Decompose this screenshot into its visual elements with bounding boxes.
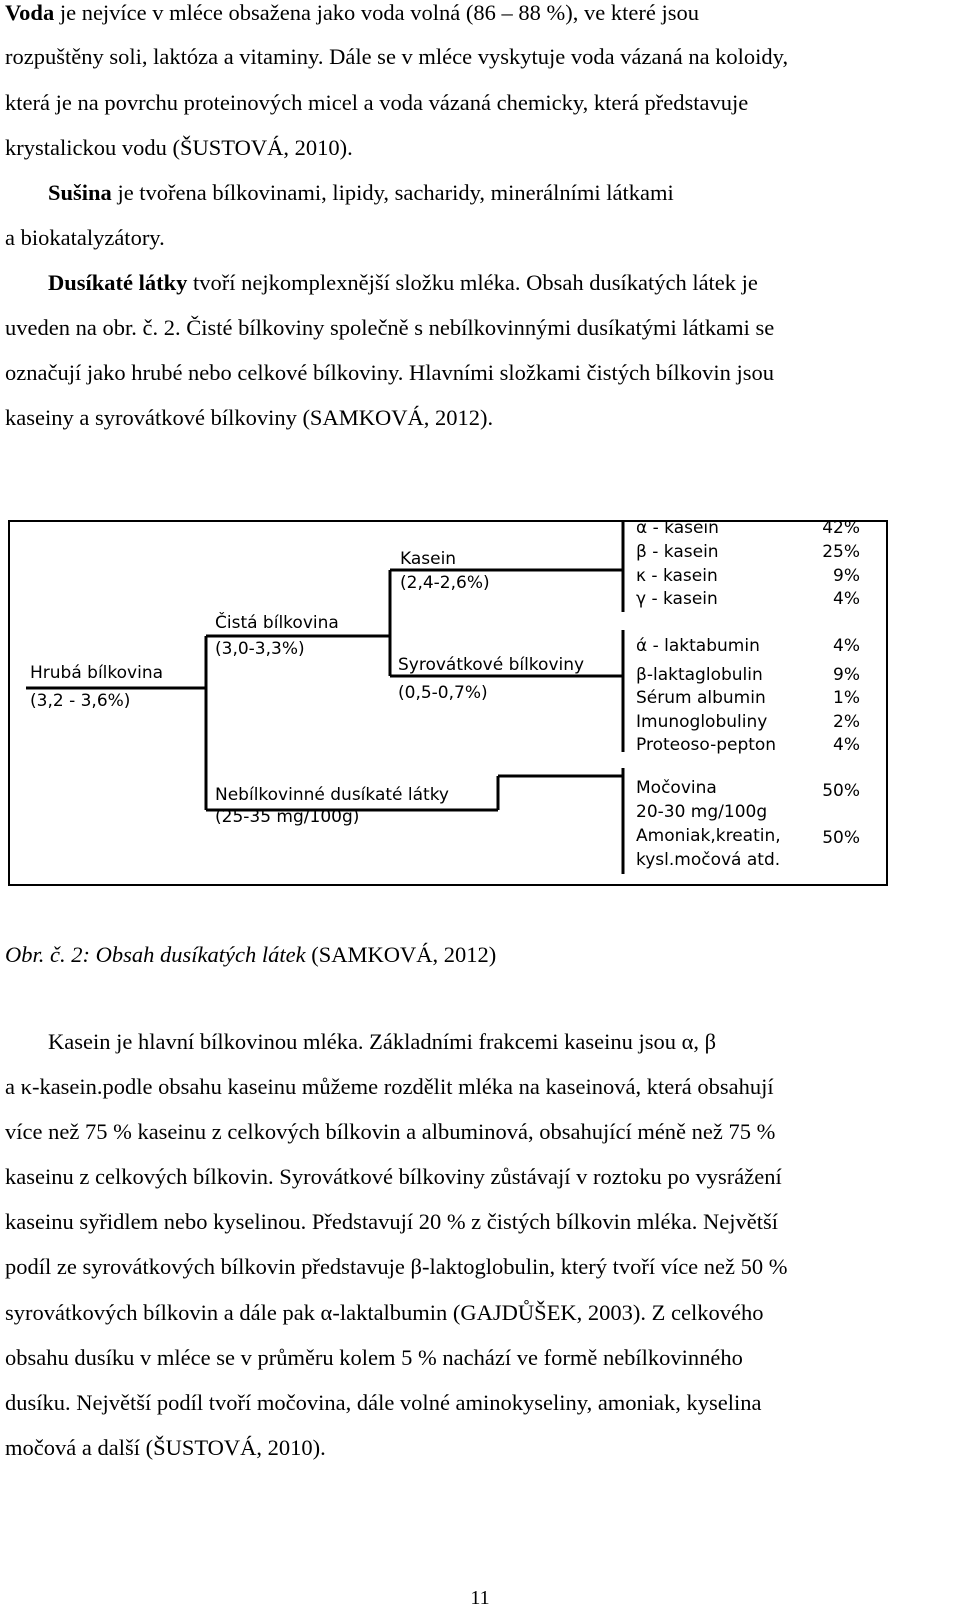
value-nebilkovinne: (25-35 mg/100g) — [215, 807, 360, 827]
kasein-item-name: γ - kasein — [636, 589, 718, 609]
page-number: 11 — [470, 1587, 490, 1609]
whey-item-name: β-laktaglobulin — [636, 665, 763, 685]
paragraph-4-line-1: Kasein je hlavní bílkovinou mléka. Základními frakcemi kaseinu jsou α, β — [48, 1029, 717, 1054]
label-cista-bilkovina: Čistá bílkovina — [215, 613, 339, 633]
paragraph-4-line-3: více než 75 % kaseinu z celkových bílkovin a albuminová, obsahující méně než 75 % — [5, 1119, 776, 1144]
kasein-item-pct: 9% — [833, 566, 860, 586]
nitrogen-content-diagram — [8, 520, 910, 906]
paragraph-1-line-4: krystalickou vodu (ŠUSTOVÁ, 2010). — [5, 135, 353, 160]
paragraph-2-line-1 — [48, 178, 935, 208]
kasein-item-pct: 4% — [833, 589, 860, 609]
paragraph-1-line-3: která je na povrchu proteinových micel a voda vázaná chemicky, která představuje — [5, 90, 749, 115]
label-syrovatkove: Syrovátkové bílkoviny — [398, 655, 585, 675]
kasein-item-pct: 25% — [822, 542, 860, 562]
figure-caption — [5, 940, 496, 970]
paragraph-4-line-2: a κ-kasein.podle obsahu kaseinu můžeme rozdělit mléka na kaseinová, která obsahují — [5, 1074, 774, 1099]
paragraph-4-line-8: obsahu dusíku v mléce se v průměru kolem 5 % nachází ve formě nebílkovinného — [5, 1345, 743, 1370]
npn-mocovina-pct: 50% — [822, 781, 860, 801]
label-kasein: Kasein — [400, 549, 457, 569]
diagram-svg — [8, 520, 910, 906]
bold-term-dusikate: Dusíkaté látky — [48, 270, 188, 295]
label-hruba-bilkovina: Hrubá bílkovina — [30, 663, 164, 683]
whey-item-pct: 1% — [833, 688, 860, 708]
value-kasein: (2,4-2,6%) — [400, 573, 490, 593]
whey-item-pct: 2% — [833, 712, 860, 732]
paragraph-4-line-6: podíl ze syrovátkových bílkovin představuje β-laktoglobulin, který tvoří více než 50 % — [5, 1254, 788, 1279]
npn-mocovina: Močovina — [636, 778, 717, 798]
label-nebilkovinne: Nebílkovinné dusíkaté látky — [215, 785, 449, 805]
whey-item-name: Imunoglobuliny — [636, 712, 768, 732]
whey-item-pct: 4% — [833, 636, 860, 656]
value-cista-bilkovina: (3,0-3,3%) — [215, 639, 305, 659]
paragraph-1-line-2: rozpuštěny soli, laktóza a vitaminy. Dále se v mléce vyskytuje voda vázaná na koloidy, — [5, 44, 789, 69]
text-span: je nejvíce v mléce obsažena jako voda volná (86 – 88 %), ve které jsou — [54, 0, 699, 25]
kasein-item-pct: 42% — [822, 520, 860, 538]
paragraph-4-line-4: kaseinu z celkových bílkovin. Syrovátkové bílkoviny zůstávají v roztoku po vysrážení — [5, 1164, 782, 1189]
whey-item-pct: 4% — [833, 735, 860, 755]
paragraph-2-line-2: a biokatalyzátory. — [5, 225, 165, 250]
paragraph-3-line-2: uveden na obr. č. 2. Čisté bílkoviny společně s nebílkovinnými dusíkatými látkami se — [5, 315, 775, 340]
whey-item-pct: 9% — [833, 665, 860, 685]
caption-rest: (SAMKOVÁ, 2012) — [305, 942, 497, 967]
text-span: tvoří nejkomplexnější složku mléka. Obsah dusíkatých látek je — [187, 270, 758, 295]
value-syrovatkove: (0,5-0,7%) — [398, 683, 488, 703]
paragraph-4-line-5: kaseinu syřidlem nebo kyselinou. Představují 20 % z čistých bílkovin mléka. Největší — [5, 1209, 778, 1234]
text-span: je tvořena bílkovinami, lipidy, sacharidy, minerálními látkami — [111, 180, 674, 205]
npn-amoniak: Amoniak,kreatin, — [636, 826, 781, 846]
npn-mocovina-value: 20-30 mg/100g — [636, 802, 768, 822]
paragraph-4-line-10: močová a další (ŠUSTOVÁ, 2010). — [5, 1435, 326, 1460]
npn-amoniak-2: kysl.močová atd. — [636, 850, 781, 870]
paragraph-1-line-1 — [5, 0, 935, 28]
npn-amoniak-pct: 50% — [822, 828, 860, 848]
kasein-item-name: β - kasein — [636, 542, 719, 562]
caption-italic: Obr. č. 2: Obsah dusíkatých látek — [5, 942, 306, 967]
bold-term-voda: Voda — [5, 0, 55, 25]
kasein-item-name: κ - kasein — [636, 566, 718, 586]
paragraph-4-line-7: syrovátkových bílkovin a dále pak α-laktalbumin (GAJDŮŠEK, 2003). Z celkového — [5, 1300, 764, 1325]
whey-item-name: Proteoso-pepton — [636, 735, 777, 755]
value-hruba-bilkovina: (3,2 - 3,6%) — [30, 691, 131, 711]
paragraph-4-line-9: dusíku. Největší podíl tvoří močovina, dále volné aminokyseliny, amoniak, kyselina — [5, 1390, 762, 1415]
whey-item-name: ά - laktabumin — [636, 636, 760, 656]
bold-term-susina: Sušina — [48, 180, 112, 205]
kasein-item-name: α - kasein — [636, 520, 719, 538]
whey-item-name: Sérum albumin — [636, 688, 766, 708]
paragraph-3-line-4: kaseiny a syrovátkové bílkoviny (SAMKOVÁ, 2012). — [5, 405, 494, 430]
paragraph-3-line-3: označují jako hrubé nebo celkové bílkoviny. Hlavními složkami čistých bílkovin jsou — [5, 360, 775, 385]
paragraph-3-line-1 — [48, 268, 935, 298]
